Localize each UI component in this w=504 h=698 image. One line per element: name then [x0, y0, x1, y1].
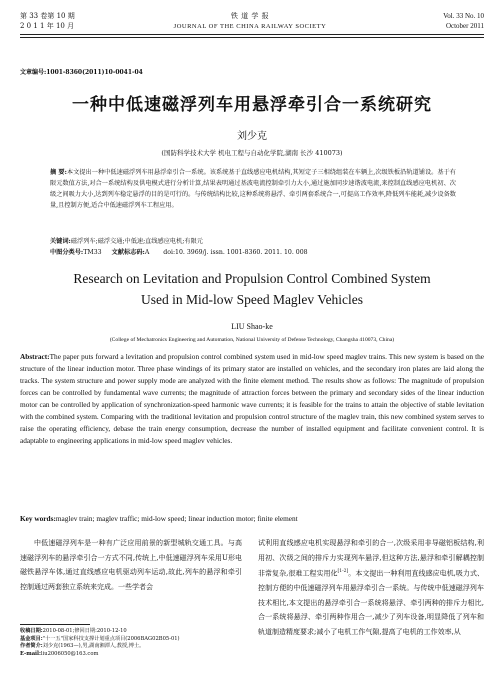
volume-cn: 第 33 卷第 10 期: [20, 12, 75, 20]
abstract-cn-label: 摘 要:: [50, 169, 67, 176]
author-en: LIU Shao-ke: [231, 322, 273, 331]
date-cn: 2 0 1 1 年 10 月: [20, 22, 75, 30]
abstract-cn-text: 本文提出一种中低速磁浮列车用悬浮牵引合一系统。该系统基于直线感应电机结构,其短定子三相绕组装在车辆上,次级铁板沿轨道铺设。基于有限元数值方法,对合一系统结构及供电模式进行分析计算,结果表明通过基波电流控制牵引力大小,通过施加同步速谐波电流,来控制直线感应电机初、次级之间吸力大小,达到列车稳定悬浮的目的是可行的。与传统结构比较,这种系统将悬浮、牵引两套系统合一,可提高工作效率,降低列车能耗,减少设备数量,且控制方便,适合中低速磁浮列车工程应用。: [50, 169, 456, 209]
citation: [1-2]: [337, 569, 349, 575]
footnote-author: 作者简介:刘少克(1963—),男,湖南湘潭人,教授,博士。: [20, 643, 145, 650]
affiliation-en: (College of Mechatronics Engineering and Automation, National University of Defense Technology, Changsha 410073, China): [109, 337, 395, 343]
abstract-en-text: The paper puts forward a levitation and propulsion control combined system used in mid-low speed maglev trains. This new system is based on the structure of the linear induction motor. Three phase windings of its primary stator are installed on vehicles, and the secondary iron plates are laid along the tracks. The system structure and power supply mode are analyzed with the finite element method. The results show as follows: The magnitude of propulsion forces can be controlled by fundamental wave currents; the magnitude of attraction forces between the primary and secondary sides of the linear induction motor can be controlled by application of synchronization-speed harmonic wave currents; it is feasible for the trains to attain the objective of stable levitation with the combined system. Comparing with the traditional levitation and propulsion control structure of the maglev train, this new combined system serves to raise the operating efficiency, debase the train energy consumption, decrease the number of installed equipment and facilitate convenient control. It is adaptable to engineering applications in mid-low speed maglev vehicles.: [20, 352, 484, 445]
header-rule-top: [20, 34, 484, 35]
doc-code-label: 文献标志码:: [111, 249, 145, 256]
clc-label: 中图分类号:: [50, 249, 84, 256]
header-rule-bottom: [20, 37, 484, 38]
abstract-cn: [50, 168, 456, 212]
keywords-en-label: Key words:: [20, 514, 56, 523]
keywords-en: [20, 514, 484, 523]
keywords-cn-text: 磁浮列车;磁浮交通;中低速;直线感应电机;有限元: [70, 238, 203, 245]
body-right-paragraph: 试利用直线感应电机实现悬浮和牵引的合一,次级采用非导磁铝板结构,利用初、次级之间的排斥力实现列车悬浮,但这种方法,悬浮和牵引解耦控制非常复杂,很难工程实用化[1-2]。本文提出一种利用直线感应电机,吸力式、控制方便的中低速磁浮列车用悬浮牵引合一系统。与传统中低速磁浮列车技术相比,本文提出的悬浮牵引合一系统将悬浮、牵引两种的排斥力相比,合一系统将悬浮、牵引两种作用合一,减少了列车设备,明显降低了列车和轨道制造精度要求;减小了电机工作气隙,提高了电机的工作效率,从: [258, 539, 484, 636]
abstract-en-label: Abstract:: [20, 352, 50, 361]
footnote-email: E-mail:liu2006050@163.com: [20, 650, 99, 657]
keywords-cn: [50, 236, 456, 245]
footnote-fund: 基金项目:"十一五"国家科技支撑计划重点项目(2006BAG02B05-01): [20, 635, 180, 642]
keywords-en-text: maglev train; maglev traffic; mid-low speed; linear induction motor; finite element: [55, 514, 298, 523]
author-cn: 刘少克: [237, 131, 267, 142]
body-left-paragraph: 中低速磁浮列车是一种有广泛应用前景的新型城轨交通工具。与高速磁浮列车的悬浮牵引合一方式不同,传统上,中低速磁浮列车采用U形电磁铁悬浮车体,通过直线感应电机驱动列车运动,故此,列车的悬浮和牵引控制通过两套独立系统来完成。一些学者会: [20, 539, 242, 591]
keywords-cn-label: 关键词:: [50, 238, 71, 245]
footnote-received: 收稿日期:2010-08-01;修回日期:2010-12-10: [20, 628, 127, 634]
abstract-en: [20, 351, 484, 447]
footnote-rule: [20, 624, 90, 625]
paper-title-cn: 一种中低速磁浮列车用悬浮牵引合一系统研究: [72, 95, 432, 115]
article-number: 文章编号:1001-8360(2011)10-0041-04: [20, 69, 143, 76]
journal-title-en: JOURNAL OF THE CHINA RAILWAY SOCIETY: [173, 23, 327, 30]
footnotes: [20, 628, 242, 658]
affiliation-cn: (国防科学技术大学 机电工程与自动化学院,湖南 长沙 410073): [161, 149, 343, 157]
date-en: October 2011: [445, 22, 484, 30]
paper-title-en-line1: Research on Levitation and Propulsion Control Combined System: [73, 271, 431, 286]
volume-en: Vol. 33 No. 10: [443, 12, 484, 20]
journal-title-cn: 铁 道 学 报: [230, 12, 270, 20]
paper-title-en-line2: Used in Mid-low Speed Maglev Vehicles: [140, 292, 364, 307]
doi: doi:10. 3969/j. issn. 1001-8360. 2011. 10. 008: [163, 249, 308, 256]
clc-value: TM33: [83, 249, 102, 256]
doc-code-value: A: [144, 249, 150, 256]
classification-cn: [50, 247, 456, 256]
